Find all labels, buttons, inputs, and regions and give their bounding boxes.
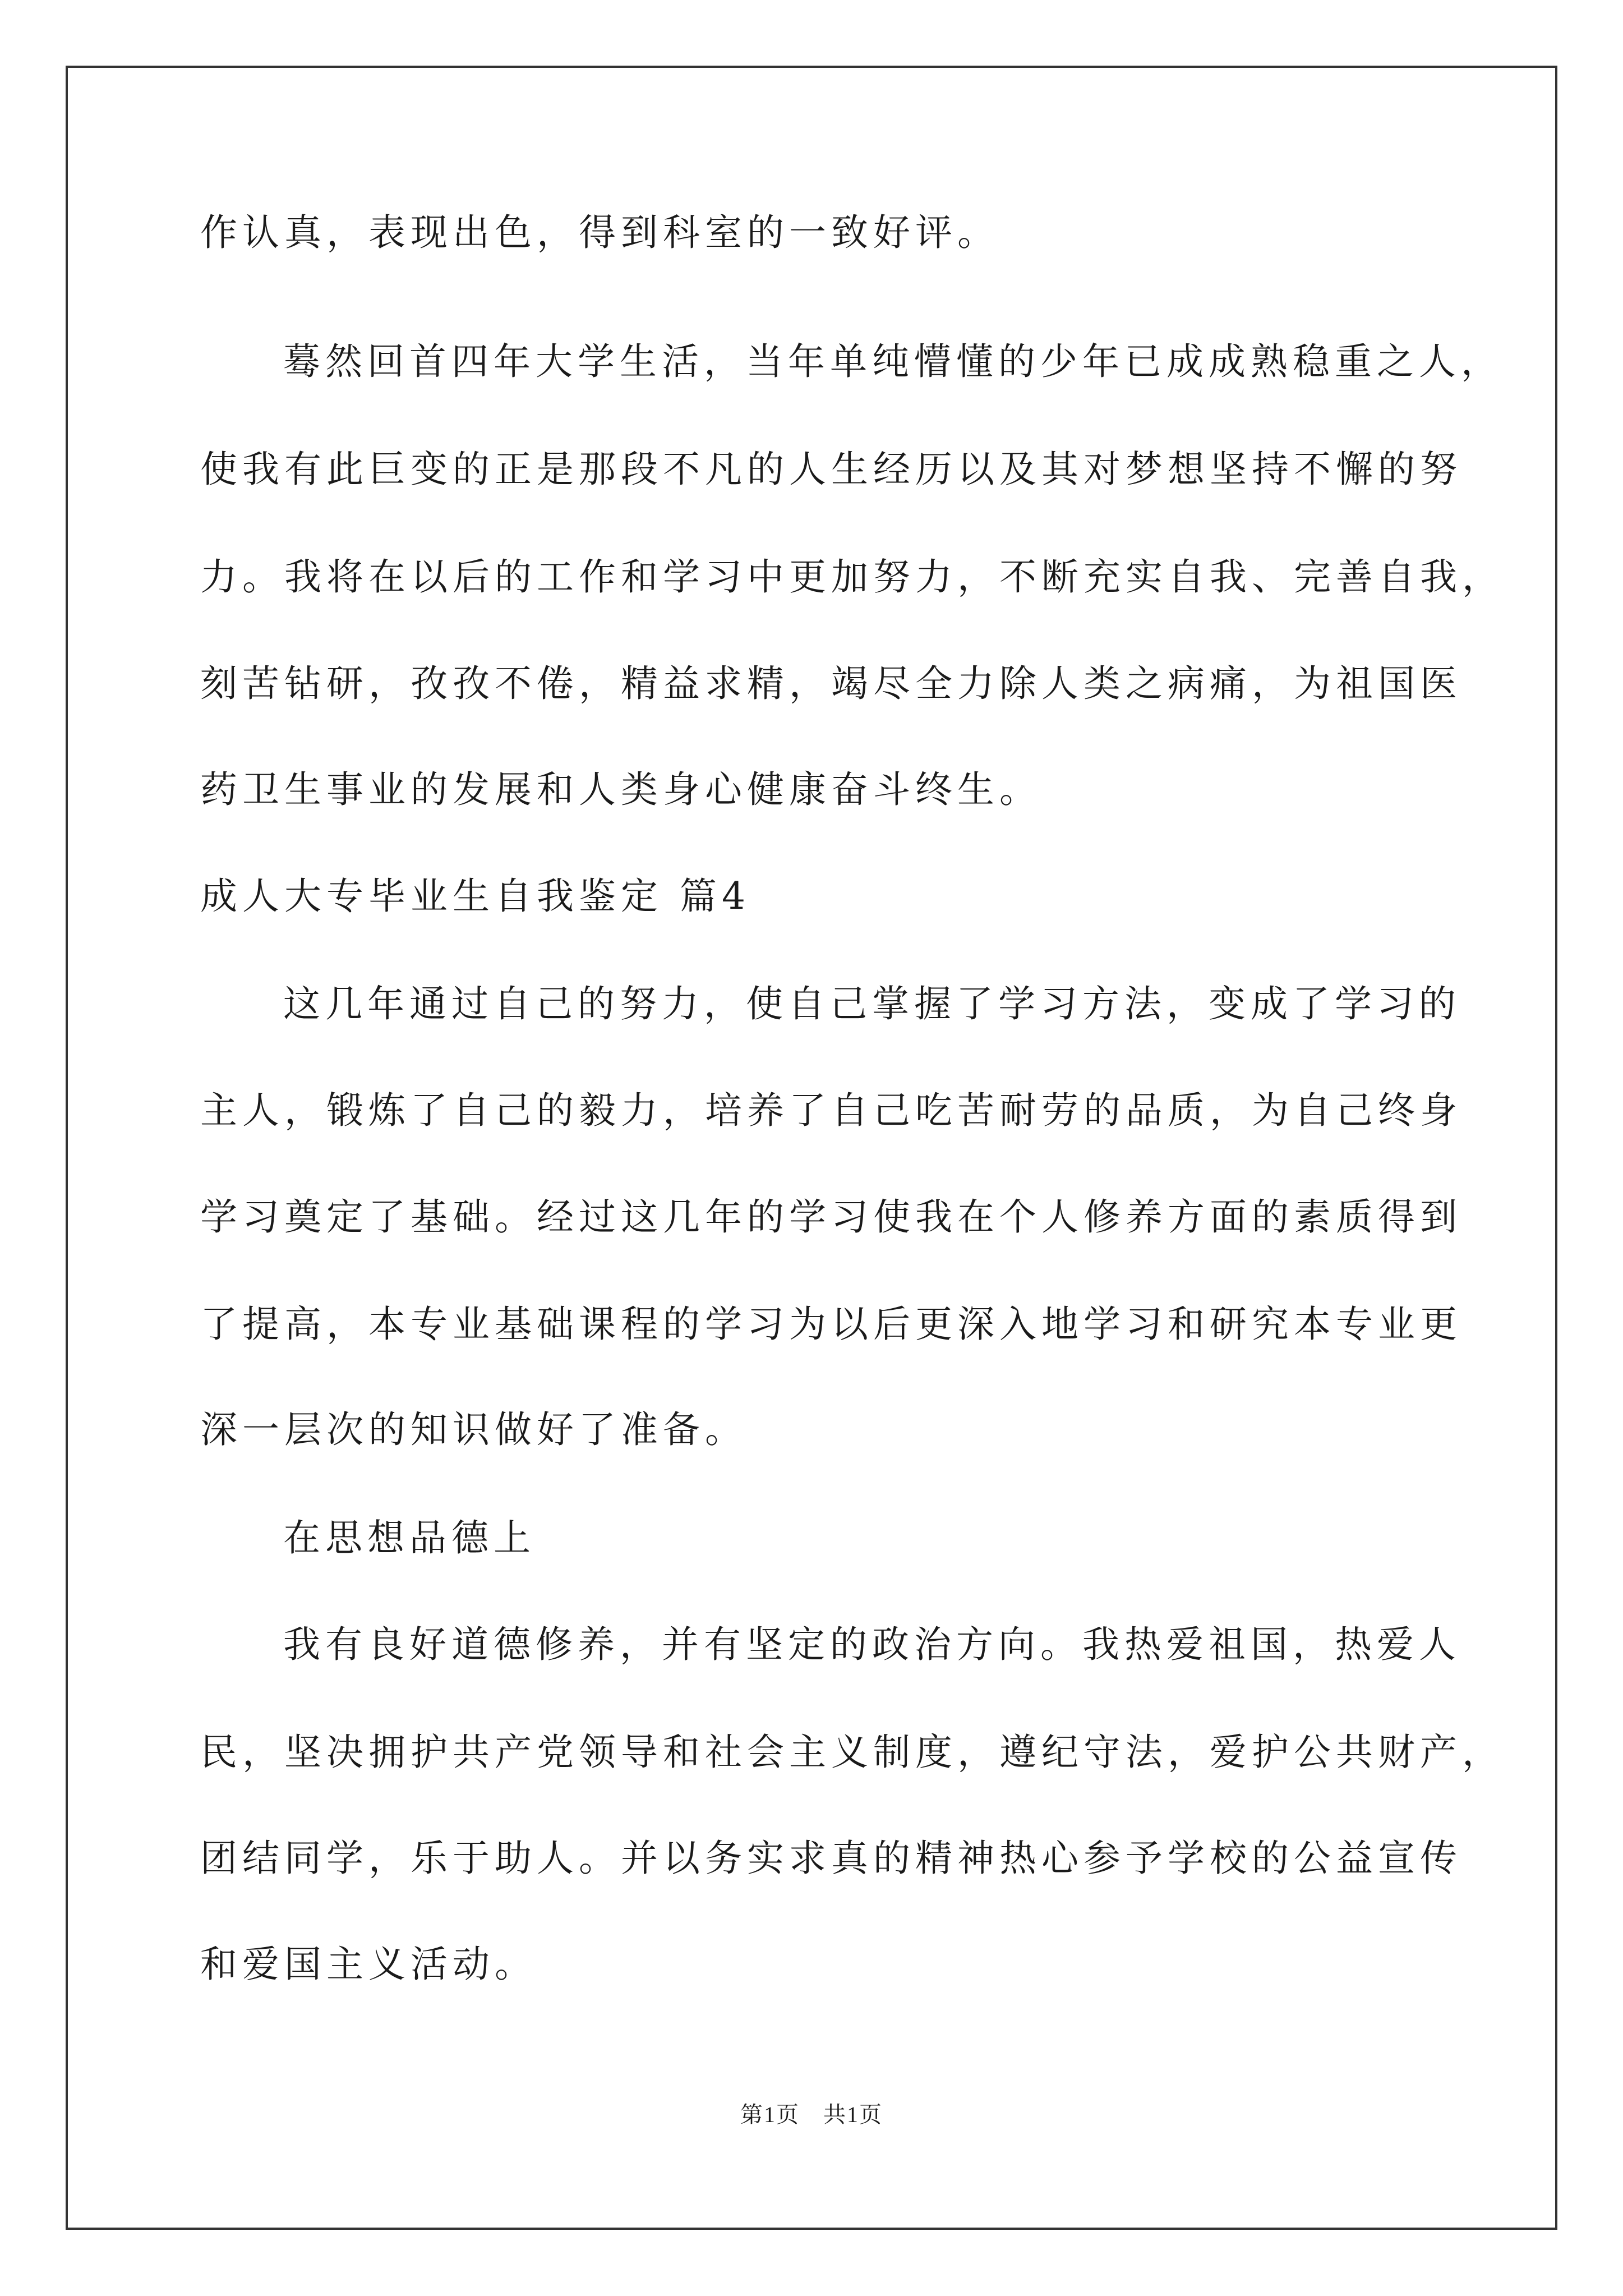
paragraph-line: 和爱国主义活动。	[200, 1943, 537, 1986]
paragraph-line: 刻苦钻研，孜孜不倦，精益求精，竭尽全力除人类之病痛，为祖国医	[200, 662, 1462, 705]
paragraph-line: 主人，锻炼了自己的毅力，培养了自己吃苦耐劳的品质，为自己终身	[200, 1089, 1462, 1132]
paragraph-line: 了提高，本专业基础课程的学习为以后更深入地学习和研究本专业更	[200, 1303, 1462, 1346]
paragraph-line: 使我有此巨变的正是那段不凡的人生经历以及其对梦想坚持不懈的努	[200, 448, 1462, 491]
paragraph-line: 这几年通过自己的努力，使自己掌握了学习方法，变成了学习的	[283, 982, 1461, 1025]
subheading: 在思想品德上	[283, 1516, 536, 1559]
paragraph-line: 蓦然回首四年大学生活，当年单纯懵懂的少年已成成熟稳重之人，	[283, 340, 1503, 383]
page-footer: 第1页 共1页	[740, 2102, 883, 2127]
paragraph-line: 作认真，表现出色，得到科室的一致好评。	[200, 211, 999, 254]
paragraph-line: 我有良好道德修养，并有坚定的政治方向。我热爱祖国，热爱人	[283, 1623, 1461, 1666]
paragraph-line: 药卫生事业的发展和人类身心健康奋斗终生。	[200, 768, 1041, 811]
paragraph-line: 深一层次的知识做好了准备。	[200, 1408, 747, 1451]
section-heading: 成人大专毕业生自我鉴定 篇4	[200, 875, 750, 918]
paragraph-line: 民，坚决拥护共产党领导和社会主义制度，遵纪守法，爱护公共财产，	[200, 1731, 1504, 1774]
paragraph-line: 团结同学，乐于助人。并以务实求真的精神热心参予学校的公益宣传	[200, 1837, 1462, 1880]
paragraph-line: 力。我将在以后的工作和学习中更加努力，不断充实自我、完善自我，	[200, 555, 1504, 599]
paragraph-line: 学习奠定了基础。经过这几年的学习使我在个人修养方面的素质得到	[200, 1195, 1462, 1239]
page-border	[66, 66, 1557, 2230]
